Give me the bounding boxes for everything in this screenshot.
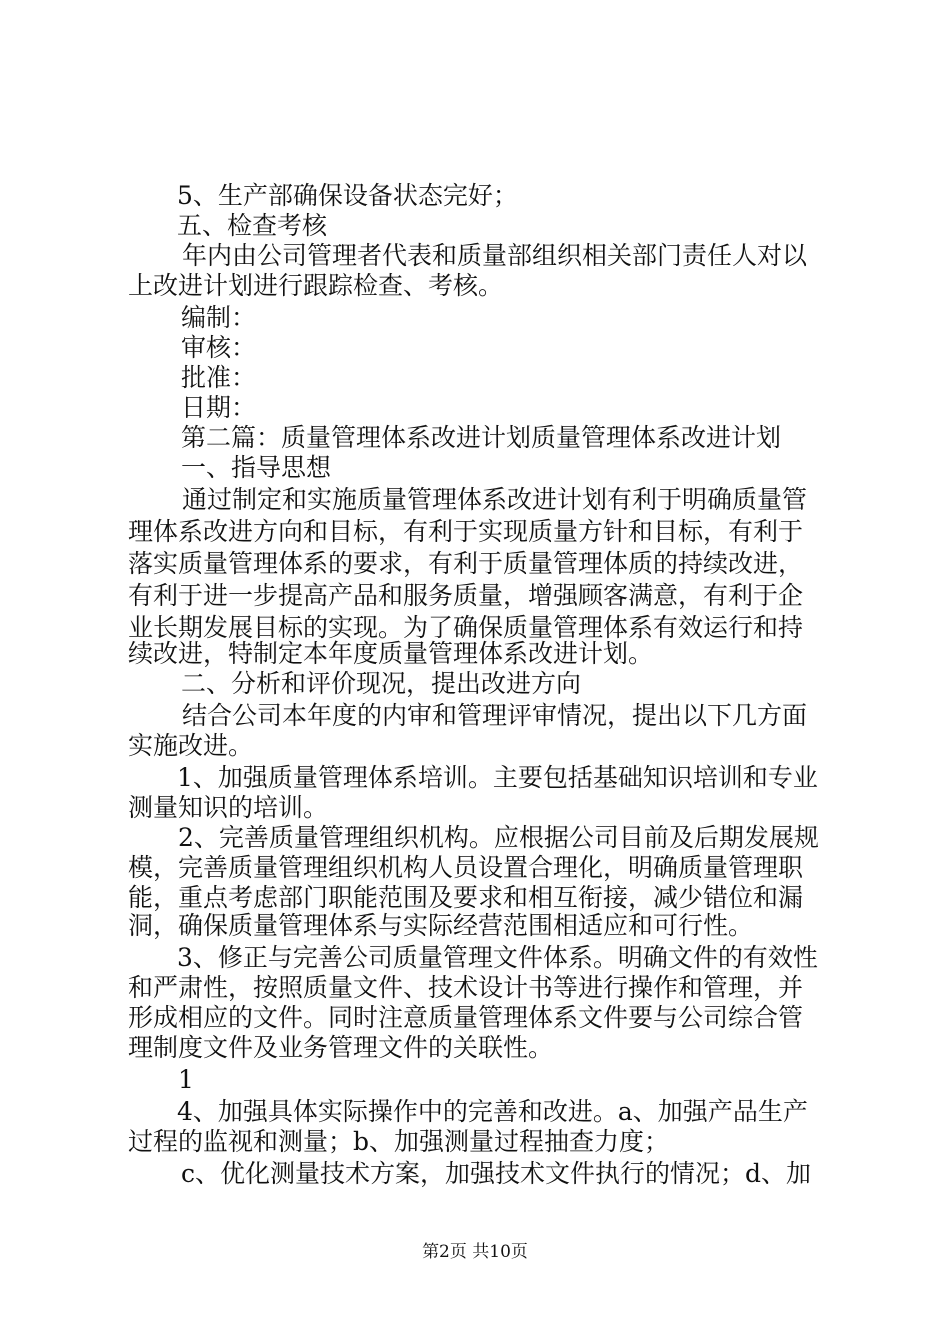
- text-line: 业长期发展目标的实现。为了确保质量管理体系有效运行和持: [128, 613, 804, 642]
- text-line: c、优化测量技术方案，加强技术文件执行的情况；d、加: [181, 1159, 812, 1188]
- text-line: 和严肃性，按照质量文件、技术设计书等进行操作和管理，并: [128, 973, 804, 1002]
- text-line: 落实质量管理体系的要求，有利于质量管理体质的持续改进，: [128, 549, 804, 578]
- text-line: 过程的监视和测量；b、加强测量过程抽查力度；: [128, 1127, 670, 1156]
- text-line: 2、完善质量管理组织机构。应根据公司目前及后期发展规: [178, 823, 819, 852]
- signature-field-reviewed-by: 审核：: [181, 333, 257, 362]
- text-line: 续改进，特制定本年度质量管理体系改进计划。: [128, 639, 654, 668]
- text-line: 有利于进一步提高产品和服务质量，增强顾客满意，有利于企: [128, 581, 804, 610]
- text-line: 上改进计划进行跟踪检查、考核。: [128, 271, 504, 300]
- text-line: 能，重点考虑部门职能范围及要求和相互衔接，减少错位和漏: [128, 883, 804, 912]
- text-line: 模，完善质量管理组织机构人员设置合理化，明确质量管理职: [128, 853, 804, 882]
- text-line: 结合公司本年度的内审和管理评审情况，提出以下几方面: [182, 701, 808, 730]
- text-line: 年内由公司管理者代表和质量部组织相关部门责任人对以: [182, 241, 808, 270]
- inline-page-number: 1: [178, 1065, 194, 1094]
- text-line: 4、加强具体实际操作中的完善和改进。a、加强产品生产: [177, 1097, 808, 1126]
- chapter-title: 第二篇：质量管理体系改进计划质量管理体系改进计划: [181, 423, 782, 452]
- text-line: 测量知识的培训。: [128, 793, 329, 822]
- section-heading: 一、指导思想: [181, 453, 332, 482]
- text-line: 洞，确保质量管理体系与实际经营范围相适应和可行性。: [128, 911, 754, 940]
- signature-field-approved-by: 批准：: [181, 363, 257, 392]
- page-indicator: 第2页 共10页: [422, 1242, 528, 1262]
- section-heading: 五、检查考核: [177, 211, 328, 240]
- signature-field-date: 日期：: [181, 393, 257, 422]
- page-footer: [0, 1240, 950, 1264]
- section-heading: 二、分析和评价现况，提出改进方向: [181, 669, 582, 698]
- text-line: 1、加强质量管理体系培训。主要包括基础知识培训和专业: [177, 763, 818, 792]
- text-line: 实施改进。: [128, 731, 254, 760]
- text-line: 理体系改进方向和目标，有利于实现质量方针和目标，有利于: [128, 517, 804, 546]
- text-line: 5、生产部确保设备状态完好；: [177, 181, 518, 210]
- text-line: 形成相应的文件。同时注意质量管理体系文件要与公司综合管: [128, 1003, 804, 1032]
- signature-field-compiled-by: 编制：: [181, 303, 257, 332]
- text-line: 通过制定和实施质量管理体系改进计划有利于明确质量管: [182, 485, 808, 514]
- text-line: 3、修正与完善公司质量管理文件体系。明确文件的有效性: [177, 943, 818, 972]
- text-line: 理制度文件及业务管理文件的关联性。: [128, 1033, 554, 1062]
